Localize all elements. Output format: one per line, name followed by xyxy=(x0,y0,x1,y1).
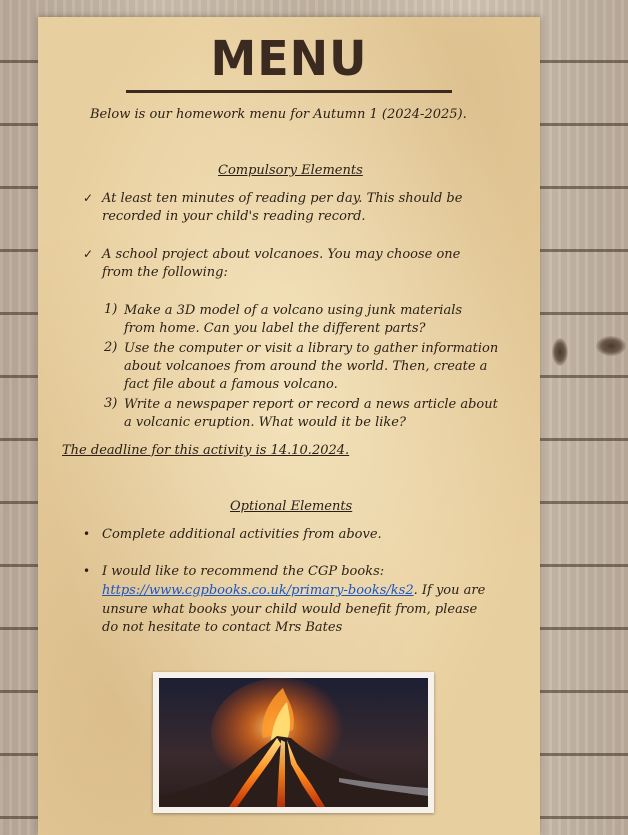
wood-knot xyxy=(552,338,568,366)
option-3-line-1: Write a newspaper report or record a news article about xyxy=(124,397,498,412)
compulsory-item-1-line-1: At least ten minutes of reading per day. This should be xyxy=(102,191,463,206)
option-number: 2) xyxy=(104,340,118,355)
wood-knot xyxy=(596,336,626,356)
deadline-text: The deadline for this activity is 14.10.2024. xyxy=(62,443,350,458)
option-3-line-2: a volcanic eruption. What would it be like? xyxy=(124,415,406,430)
dot-bullet-icon: • xyxy=(83,527,91,541)
link-trailing-text: . If you are xyxy=(413,583,486,598)
option-1-line-2: from home. Can you label the different parts? xyxy=(124,321,426,336)
dot-bullet-icon: • xyxy=(83,564,91,578)
optional-item-2-line-3: unsure what books your child would benefit from, please xyxy=(102,602,478,617)
optional-item-1: Complete additional activities from above. xyxy=(102,527,382,542)
homework-menu-sheet xyxy=(38,17,540,835)
option-2-line-3: fact file about a famous volcano. xyxy=(124,377,338,392)
volcano-photo-frame xyxy=(153,672,434,813)
compulsory-item-1-line-2: recorded in your child's reading record. xyxy=(102,209,366,224)
title-underline xyxy=(126,90,452,93)
page-title: MENU xyxy=(210,29,368,87)
compulsory-item-2-line-2: from the following: xyxy=(102,265,228,280)
option-1-line-1: Make a 3D model of a volcano using junk materials xyxy=(124,303,463,318)
optional-heading: Optional Elements xyxy=(230,499,353,514)
option-number: 1) xyxy=(104,302,118,317)
option-2-line-2: about volcanoes from around the world. Then, create a xyxy=(124,359,488,374)
check-bullet-icon: ✓ xyxy=(83,191,94,205)
volcano-eruption-icon xyxy=(159,678,428,807)
option-2-line-1: Use the computer or visit a library to gather information xyxy=(124,341,499,356)
intro-text: Below is our homework menu for Autumn 1 (2024-2025). xyxy=(90,107,467,122)
cgp-books-link[interactable]: https://www.cgpbooks.co.uk/primary-books/ks2 xyxy=(102,583,414,598)
compulsory-item-2-line-1: A school project about volcanoes. You may choose one xyxy=(102,247,461,262)
optional-item-2-line-4: do not hesitate to contact Mrs Bates xyxy=(102,620,343,635)
optional-item-2-line-2 xyxy=(102,582,485,600)
compulsory-heading: Compulsory Elements xyxy=(218,163,363,178)
option-number: 3) xyxy=(104,396,118,411)
optional-item-2-line-1: I would like to recommend the CGP books: xyxy=(102,564,385,579)
check-bullet-icon: ✓ xyxy=(83,247,94,261)
